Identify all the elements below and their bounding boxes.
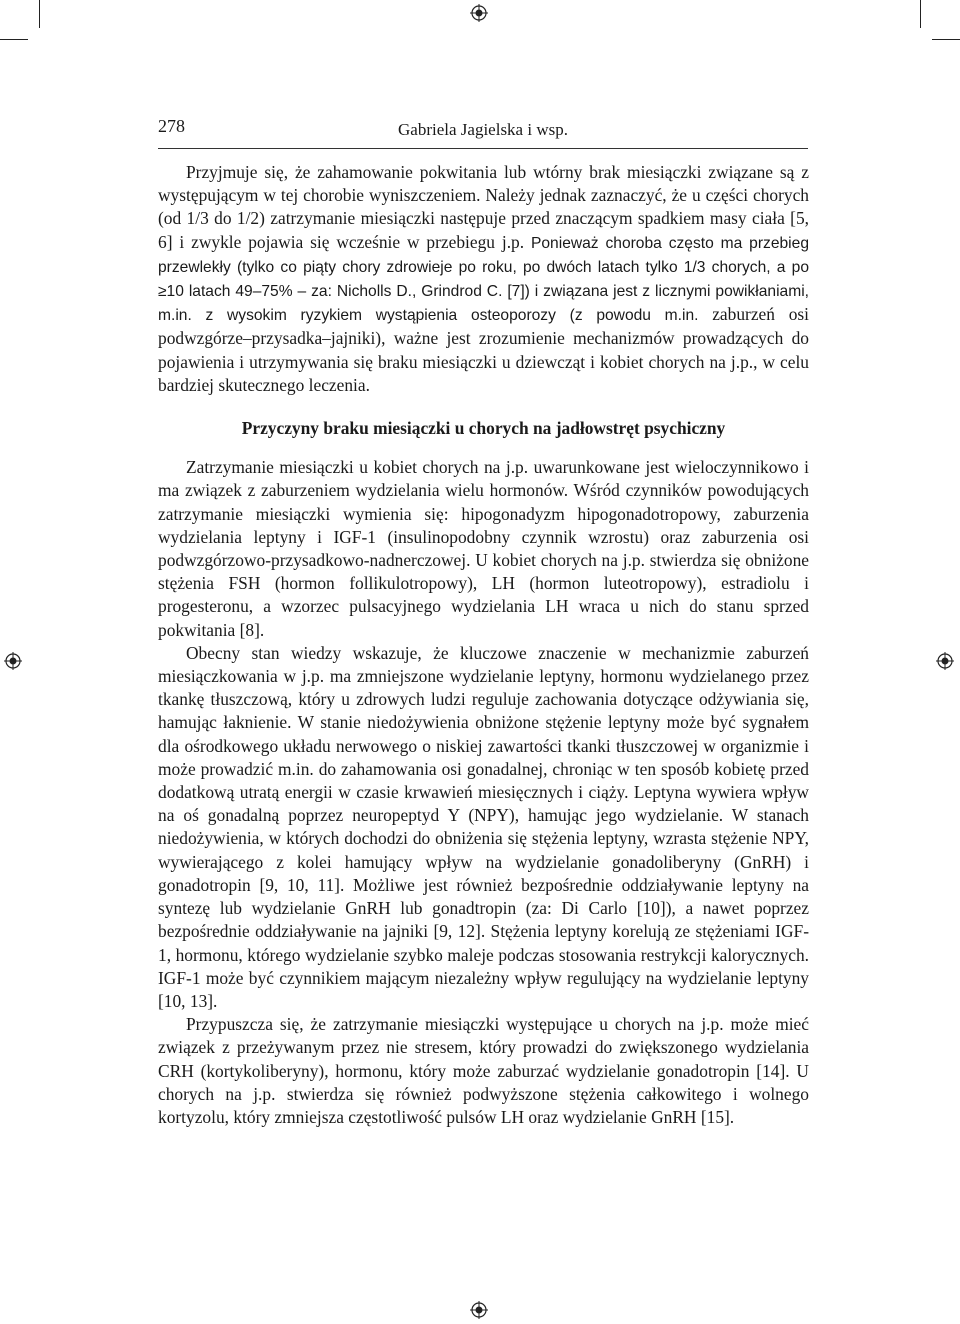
- running-head: Gabriela Jagielska i wsp.: [398, 120, 568, 139]
- crop-mark-top-left-vertical: [39, 0, 40, 28]
- crop-mark-top-left-horizontal: [0, 39, 28, 40]
- registration-mark-top-icon: [470, 4, 488, 22]
- crop-mark-top-right-vertical: [920, 0, 921, 28]
- paragraph-3: Obecny stan wiedzy wskazuje, że kluczowe znaczenie w mechanizmie zaburzeń miesiączkowania w j.p. ma zmniejszone wydzielanie leptyny, hormonu wydzielanego przez tkankę tłuszczową, który u zdrowych ludzi reguluje zachowania dotyczące odżywiania się, hamując łaknienie. W stanie niedożywienia obniżone stężenie leptyny może być sygnałem dla ośrodkowego układu nerwowego o niskiej zawartości tkanki tłuszczowej w organizmie i może prowadzić m.in. do zahamowania osi gonadalnej, chroniąc w ten sposób kobietę przed dodatkową utratą energii w czasie krwawień miesięcznych i ciąży. Leptyna wywiera wpływ na oś gonadalną poprzez neuropeptyd Y (NPY), hamując jego wydzielanie. W stanach niedożywienia, w których dochodzi do obniżenia się stężenia leptyny, wzrasta stężenie NPY, wywierającego z kolei hamujący wpływ na wydzielanie gonadoliberyny (GnRH) i gonadotropin [9, 10, 11]. Możliwe jest również bezpośrednie oddziaływanie leptyny na syntezę lub wydzielanie GnRH lub gonadtropin (za: Di Carlo [10]), a nawet poprzez bezpośrednie oddziaływanie na jajniki [9, 12]. Stężenia leptyny korelują ze stężeniami IGF-1, hormonu, którego wydzielanie szybko maleje podczas stosowania restrykcji kalorycznych. IGF-1 może być czynnikiem mającym niezależny wpływ regulujący na wydzielanie leptyny [10, 13].: [158, 642, 809, 1011]
- paragraph-4: Przypuszcza się, że zatrzymanie miesiączki występujące u chorych na j.p. może mieć związek z przeżywanym przez nie stresem, który prowadzi do zwiększonego wydzielania CRH (kortykoliberyny), hormonu, który może zaburzać wydzielanie gonadotropin [14]. U chorych na j.p. stwierdza się również podwyższone stężenia całkowitego i wolnego kortyzolu, który zmniejsza częstotliwość pulsów LH oraz wydzielanie GnRH [15].: [158, 1014, 809, 1127]
- crop-mark-top-right-horizontal: [932, 39, 960, 40]
- section-heading: Przyczyny braku miesiączki u chorych na jadłowstręt psychiczny: [241, 418, 726, 439]
- paragraph-1: [158, 161, 809, 397]
- paragraph-1-rest-text: zaburzeń osi podwzgórze–przysadka–jajniki), ważne jest zrozumienie mechanizmów prowadzących do pojawienia i utrzymywania się braku miesiączki u dziewcząt i kobiet chorych na j.p., w celu bardziej skutecznego leczenia.: [158, 304, 809, 395]
- registration-mark-left-icon: [4, 652, 22, 670]
- registration-mark-right-icon: [936, 652, 954, 670]
- page-header: [158, 116, 808, 149]
- paragraph-1-sans-text: Ponieważ choroba często ma przebieg przewlekły (tylko co piąty chory zdrowieje po roku, po dwóch latach tylko 1/3 chorych, a po ≥10 latach 49–75% – za: Nicholls D., Grindrod C. [7]) i związana jest z licznymi powikłaniami, m.in. z wysokim ryzykiem wystąpienia osteoporozy (z powodu m.in.: [158, 234, 809, 325]
- paragraph-2: Zatrzymanie miesiączki u kobiet chorych na j.p. uwarunkowane jest wieloczynnikowo i ma związek z zaburzeniem wydzielania wielu hormonów. Wśród czynników powodujących zatrzymanie miesiączki wymienia się: hipogonadyzm hipogonadotropowy, zaburzenia wydzielania leptyny i IGF-1 (insulinopodobny czynnik wzrostu) oraz zaburzenia osi podwzgórzowo-przysadkowo-nadnerczowej. U kobiet chorych na j.p. stwierdza się obniżone stężenia FSH (hormon follikulotropowy), LH (hormon luteotropowy), estradiolu i progesteronu, a wzorzec pulsacyjnego wydzielania LH wraca u nich do stanu sprzed pokwitania [8].: [158, 457, 809, 640]
- registration-mark-bottom-icon: [470, 1301, 488, 1319]
- page-number: 278: [158, 116, 185, 136]
- paragraph-1-text: Przyjmuje się, że zahamowanie pokwitania lub wtórny brak miesiączki związane są z występującym w tej chorobie wyniszczeniem. Należy jednak zaznaczyć, że u części chorych (od 1/3 do 1/2) zatrzymanie miesiączki następuje przed znaczącym spadkiem masy ciała [5, 6] i zwykle pojawia się wcześnie w przebiegu j.p.: [158, 162, 809, 252]
- article-body: [158, 161, 809, 1129]
